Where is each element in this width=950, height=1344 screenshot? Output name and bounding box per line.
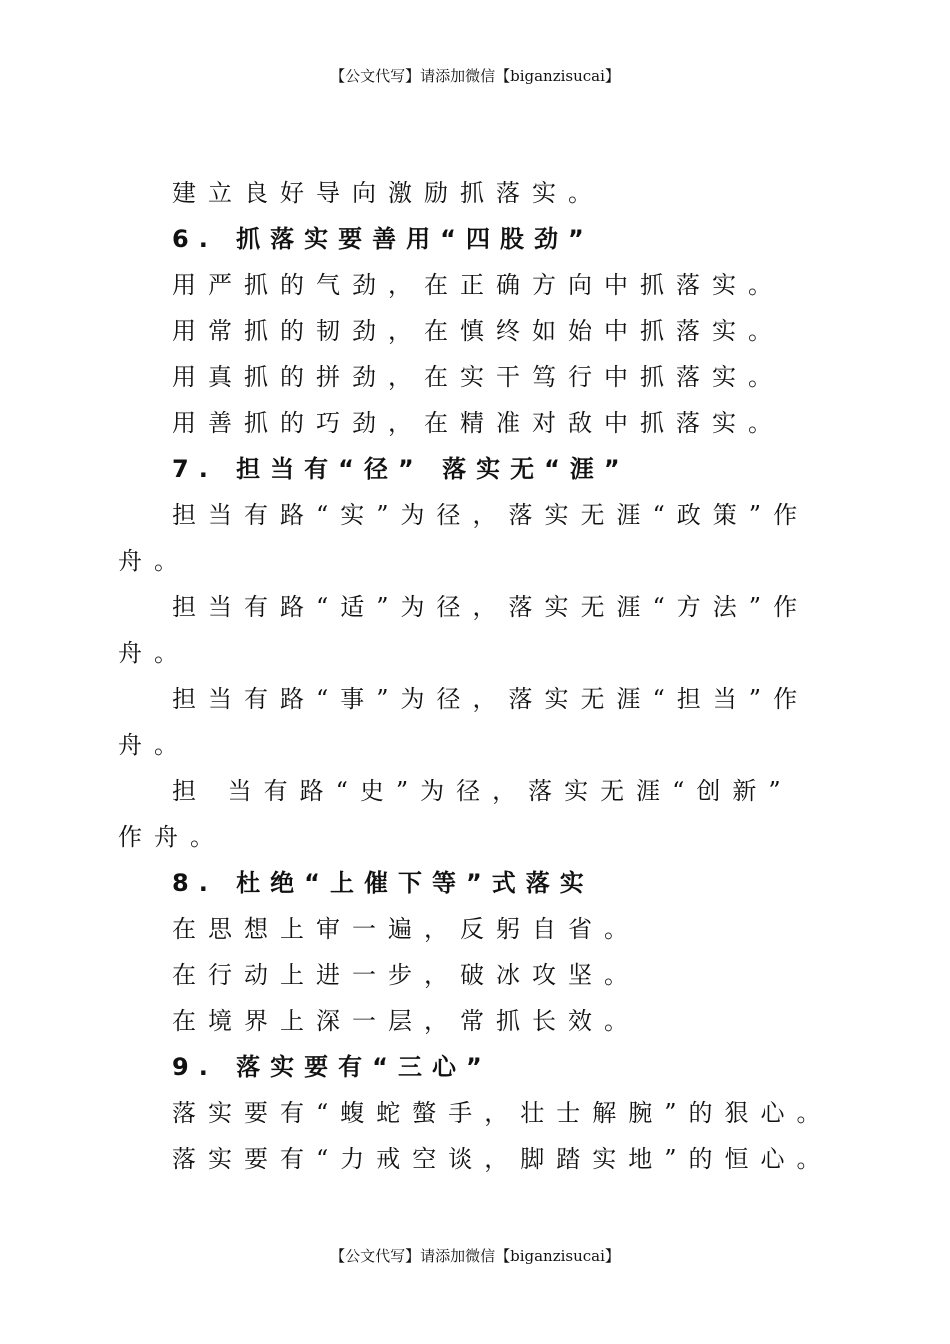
- body-text-line: 在行动上进一步，破冰攻坚。: [172, 961, 640, 989]
- body-text-line: 作舟。: [118, 823, 226, 851]
- document-body: [118, 170, 833, 1182]
- body-text-line: 在思想上审一遍，反躬自省。: [172, 915, 640, 943]
- section-heading: 9. 落实要有“三心”: [172, 1053, 492, 1081]
- body-text-line: 舟。: [118, 639, 190, 667]
- body-text-line: 落实要有“力戒空谈，脚踏实地”的恒心。: [172, 1145, 833, 1173]
- body-text-line: 担当有路“实”为径，落实无涯“政策”作: [172, 501, 810, 529]
- body-text-line: 建立良好导向激励抓落实。: [172, 179, 604, 207]
- section-heading: 8. 杜绝“上催下等”式落实: [172, 869, 594, 897]
- body-text-line: 用常抓的韧劲，在慎终如始中抓落实。: [172, 317, 784, 345]
- body-text-line: 担 当有路“史”为径，落实无涯“创新”: [172, 777, 793, 805]
- section-heading: 7. 担当有“径” 落实无“涯”: [172, 455, 630, 483]
- body-text-line: 担当有路“事”为径，落实无涯“担当”作: [172, 685, 810, 713]
- body-text-line: 舟。: [118, 731, 190, 759]
- body-text-line: 用严抓的气劲，在正确方向中抓落实。: [172, 271, 784, 299]
- section-heading: 6. 抓落实要善用“四股劲”: [172, 225, 594, 253]
- body-text-line: 用善抓的巧劲，在精准对敌中抓落实。: [172, 409, 784, 437]
- page-footer: 【公文代写】请添加微信【biganzisucai】: [330, 1247, 620, 1265]
- body-text-line: 舟。: [118, 547, 190, 575]
- page-header: 【公文代写】请添加微信【biganzisucai】: [330, 67, 620, 85]
- body-text-line: 在境界上深一层，常抓长效。: [172, 1007, 640, 1035]
- body-text-line: 用真抓的拼劲，在实干笃行中抓落实。: [172, 363, 784, 391]
- body-text-line: 担当有路“适”为径，落实无涯“方法”作: [172, 593, 810, 621]
- body-text-line: 落实要有“蝮蛇螫手，壮士解腕”的狠心。: [172, 1099, 833, 1127]
